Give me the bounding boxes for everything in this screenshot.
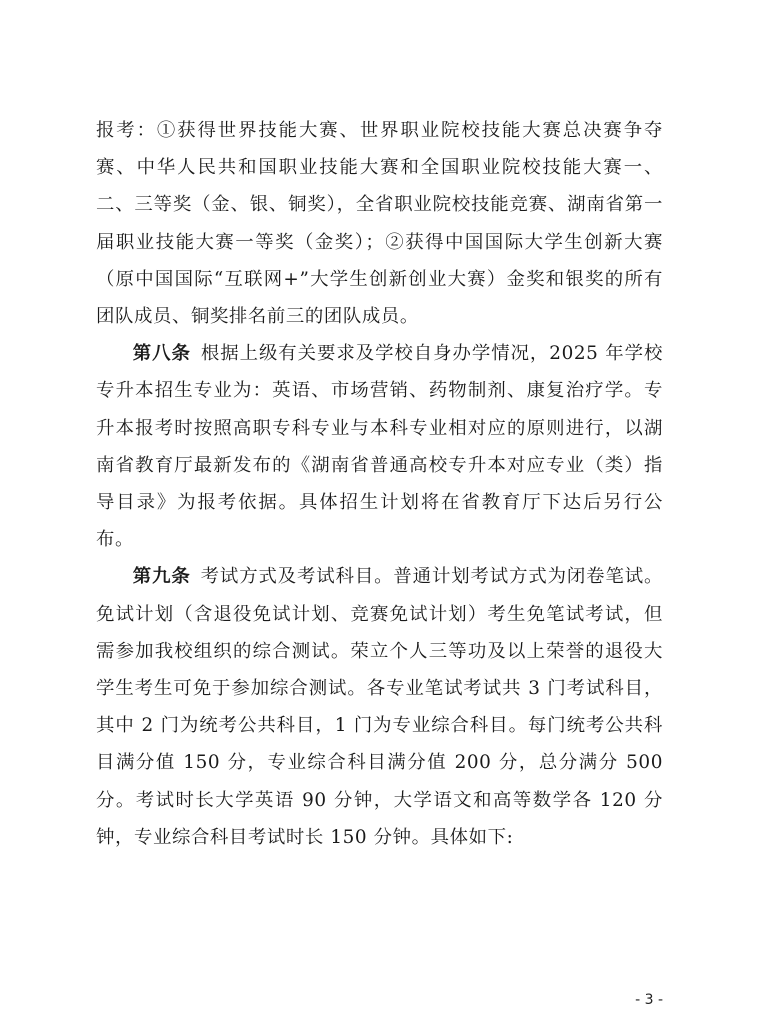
- body-text: [96, 112, 663, 856]
- article-eight: [96, 335, 663, 558]
- page-number: - 3 -: [635, 992, 663, 1008]
- paragraph-awards: [96, 112, 663, 335]
- article-eight-body: 根据上级有关要求及学校自身办学情况，2025 年学校专升本招生专业为：英语、市场营销、药物制剂、康复治疗学。专升本报考时按照高职专科专业与本科专业相对应的原则进行，以湖南省教育厅最新发布的《湖南省普通高校专升本对应专业（类）指导目录》为报考依据。具体招生计划将在省教育厅下达后另行公布。: [96, 343, 663, 551]
- article-nine-title: 第九条: [132, 566, 191, 588]
- article-nine: [96, 558, 663, 856]
- article-eight-title: 第八条: [132, 343, 191, 365]
- article-nine-body: 考试方式及考试科目。普通计划考试方式为闭卷笔试。免试计划（含退役免试计划、竞赛免试计划）考生免笔试考试，但需参加我校组织的综合测试。荣立个人三等功及以上荣誉的退役大学生考生可免于参加综合测试。各专业笔试考试共 3 门考试科目，其中 2 门为统考公共科目，1 门为专业综合科目。每门统考公共科目满分值 150 分，专业综合科目满分值 200 分，总分满分 500 分。考试时长大学英语 90 分钟，大学语文和高等数学各 120 分钟，专业综合科目考试时长 150 分钟。具体如下:: [96, 566, 663, 848]
- paragraph-awards-body: 报考：①获得世界技能大赛、世界职业院校技能大赛总决赛争夺赛、中华人民共和国职业技能大赛和全国职业院校技能大赛一、二、三等奖（金、银、铜奖），全省职业院校技能竞赛、湖南省第一届职业技能大赛一等奖（金奖）；②获得中国国际大学生创新大赛（原中国国际“互联网+”大学生创新创业大赛）金奖和银奖的所有团队成员、铜奖排名前三的团队成员。: [96, 120, 663, 328]
